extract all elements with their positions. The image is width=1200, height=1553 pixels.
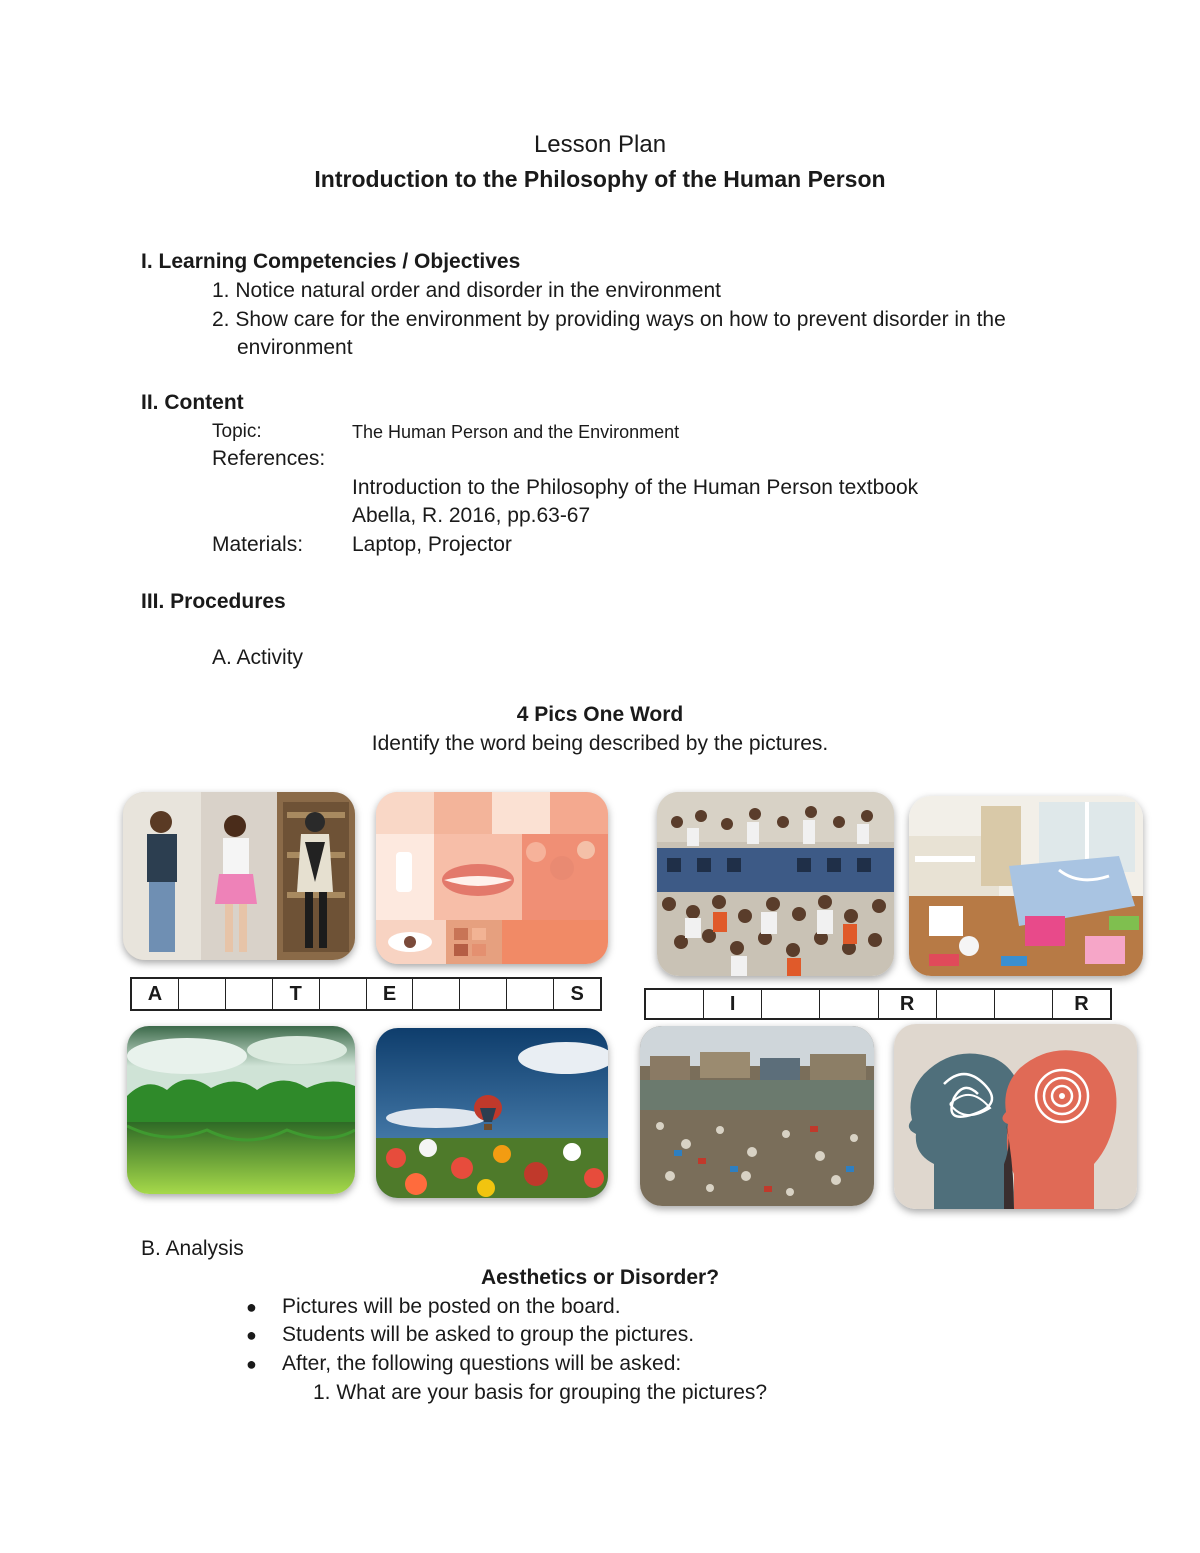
materials-label: Materials: bbox=[212, 533, 304, 556]
letter-box bbox=[226, 979, 273, 1009]
letter-box: R bbox=[879, 990, 937, 1018]
objective-2-continued: environment bbox=[237, 336, 353, 359]
bullet-icon: ● bbox=[246, 1297, 257, 1317]
letter-box: E bbox=[367, 979, 414, 1009]
materials-value: Laptop, Projector bbox=[352, 533, 512, 556]
objective-1: 1. Notice natural order and disorder in the environment bbox=[212, 279, 721, 302]
messy-room-tile bbox=[909, 796, 1143, 976]
section-2-heading: II. Content bbox=[141, 391, 244, 414]
letter-box bbox=[646, 990, 704, 1018]
analysis-bullet-2: Students will be asked to group the pictures. bbox=[282, 1323, 695, 1346]
polluted-water-tile bbox=[640, 1026, 874, 1206]
bullet-icon: ● bbox=[246, 1325, 257, 1345]
analysis-question-1: 1. What are your basis for grouping the pictures? bbox=[313, 1381, 768, 1404]
document-subtitle: Introduction to the Philosophy of the Human Person bbox=[314, 166, 886, 192]
letter-box bbox=[937, 990, 995, 1018]
lake-landscape-tile bbox=[127, 1026, 355, 1194]
balloon-flowers-tile bbox=[376, 1028, 608, 1198]
letter-box: I bbox=[704, 990, 762, 1018]
makeup-collage-tile bbox=[376, 792, 608, 964]
letter-box bbox=[460, 979, 507, 1009]
activity-title: 4 Pics One Word bbox=[516, 703, 684, 726]
reference-line-2: Abella, R. 2016, pp.63-67 bbox=[352, 504, 591, 527]
letter-box bbox=[762, 990, 820, 1018]
letter-box bbox=[413, 979, 460, 1009]
letter-box bbox=[820, 990, 878, 1018]
word-1-letter-boxes bbox=[130, 977, 602, 1011]
fashion-photo-tile bbox=[123, 792, 355, 960]
document-title: Lesson Plan bbox=[533, 131, 667, 158]
analysis-bullet-3: After, the following questions will be asked: bbox=[282, 1352, 682, 1375]
letter-box bbox=[179, 979, 226, 1009]
word-2-letter-boxes bbox=[644, 988, 1112, 1020]
bullet-icon: ● bbox=[246, 1354, 257, 1374]
analysis-title: Aesthetics or Disorder? bbox=[480, 1266, 720, 1289]
letter-box bbox=[507, 979, 554, 1009]
section-3-heading: III. Procedures bbox=[141, 590, 286, 613]
topic-value: The Human Person and the Environment bbox=[352, 422, 680, 442]
activity-instruction: Identify the word being described by the pictures. bbox=[371, 732, 829, 755]
letter-box bbox=[320, 979, 367, 1009]
crowded-train-tile bbox=[657, 792, 894, 976]
letter-box: S bbox=[570, 982, 584, 1005]
two-heads-tile bbox=[894, 1024, 1137, 1209]
letter-box: R bbox=[1074, 992, 1089, 1015]
analysis-bullet-1: Pictures will be posted on the board. bbox=[282, 1295, 621, 1318]
letter-box: A bbox=[132, 979, 179, 1009]
reference-line-1: Introduction to the Philosophy of the Human Person textbook bbox=[352, 476, 919, 499]
letter-box bbox=[995, 990, 1053, 1018]
analysis-label: B. Analysis bbox=[141, 1237, 244, 1260]
references-label: References: bbox=[212, 447, 326, 470]
topic-label: Topic: bbox=[212, 421, 262, 442]
section-1-heading: I. Learning Competencies / Objectives bbox=[141, 250, 521, 273]
letter-box: T bbox=[273, 979, 320, 1009]
objective-2: 2. Show care for the environment by providing ways on how to prevent disorder in the bbox=[212, 308, 1006, 331]
activity-label: A. Activity bbox=[212, 646, 304, 669]
